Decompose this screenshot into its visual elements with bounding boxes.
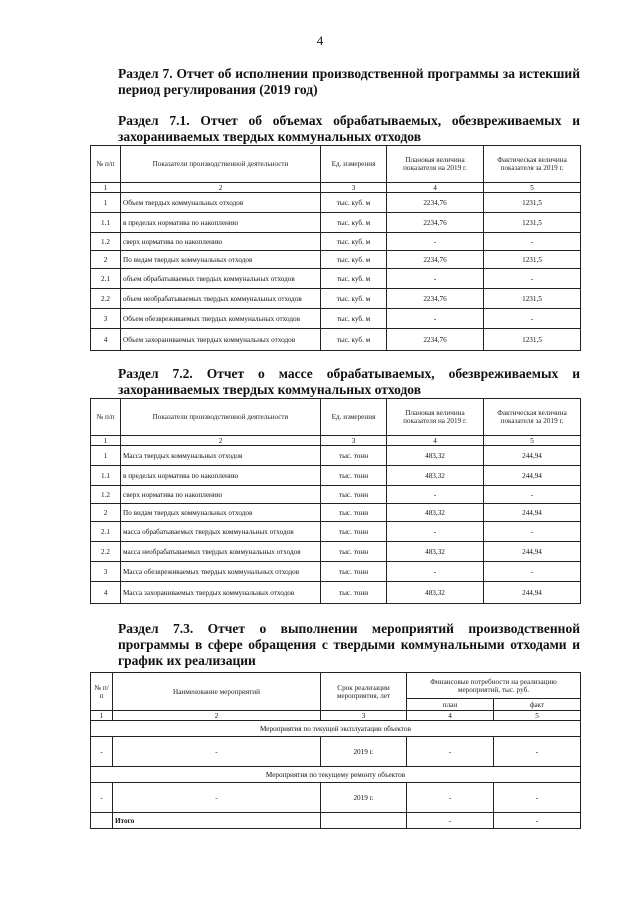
column-number: 2 [113,711,321,721]
header-cell: Фактическая величина показателя за 2019 г. [484,399,581,436]
table-row: 2.2 объем необрабатываемых твердых коммунальных отходов тыс. куб. м 2234,76 1231,5 [91,289,581,309]
table-row: 2.1 масса обрабатываемых твердых коммунальных отходов тыс. тонн - - [91,522,581,542]
header-cell: Ед. измерения [321,146,387,183]
header-cell: факт [494,699,581,711]
table-row: - - 2019 г. - - [91,783,581,813]
table-row: 1 Объем твердых коммунальных отходов тыс. куб. м 2234,76 1231,5 [91,193,581,213]
table-row: - - 2019 г. - - [91,737,581,767]
section-7-2-title: Раздел 7.2. Отчет о массе обрабатываемых, обезвреживаемых и захораниваемых твердых коммунальных отходов [118,366,580,397]
column-number: 2 [121,183,321,193]
table-row: 1.1 в пределах норматива по накоплению тыс. тонн 483,32 244,94 [91,466,581,486]
total-label: Итого [113,813,321,829]
header-cell: № п/п [91,399,121,436]
group-heading: Мероприятия по текущему ремонту объектов [91,767,581,783]
group-heading: Мероприятия по текущей эксплуатации объектов [91,721,581,737]
column-number: 3 [321,711,407,721]
measures-table [90,672,581,829]
table-row: 1.1 в пределах норматива по накоплению тыс. куб. м 2234,76 1231,5 [91,213,581,233]
section-7-1-title: Раздел 7.1. Отчет об объемах обрабатываемых, обезвреживаемых и захораниваемых твердых коммунальных отходов [118,113,580,144]
header-cell: Срок реализации мероприятия, лет [321,673,407,711]
column-number: 1 [91,711,113,721]
column-number: 5 [494,711,581,721]
column-number: 5 [484,436,581,446]
header-cell: Показатели производственной деятельности [121,146,321,183]
header-cell: Финансовые потребности на реализацию мероприятий, тыс. руб. [407,673,581,699]
column-number: 1 [91,436,121,446]
table-row: 3 Объем обезвреживаемых твердых коммунальных отходов тыс. куб. м - - [91,309,581,329]
column-number: 4 [387,436,484,446]
column-number: 3 [321,436,387,446]
total-fact: - [494,813,581,829]
table-row: 1.2 сверх норматива по накоплению тыс. куб. м - - [91,233,581,251]
header-cell: Фактическая величина показателя за 2019 г. [484,146,581,183]
total-row [91,813,581,829]
column-number: 1 [91,183,121,193]
header-cell: Плановая величина показателя на 2019 г. [387,146,484,183]
table-row: 3 Масса обезвреживаемых твердых коммунальных отходов тыс. тонн - - [91,562,581,582]
table-row: 2.1 объем обрабатываемых твердых коммунальных отходов тыс. куб. м - - [91,269,581,289]
table-row: 4 Масса захораниваемых твердых коммунальных отходов тыс. тонн 483,32 244,94 [91,582,581,604]
column-number: 4 [387,183,484,193]
section-7-title: Раздел 7. Отчет об исполнении производственной программы за истекший период регулирования (2019 год) [118,66,580,97]
table-row: 2.2 масса необрабатываемых твердых коммунальных отходов тыс. тонн 483,32 244,94 [91,542,581,562]
header-cell: Наименование мероприятий [113,673,321,711]
page-number: 4 [316,33,324,48]
column-number: 2 [121,436,321,446]
column-number: 4 [407,711,494,721]
mass-table [90,398,581,604]
header-cell: Плановая величина показателя на 2019 г. [387,399,484,436]
table-row: 4 Объем захораниваемых твердых коммунальных отходов тыс. куб. м 2234,76 1231,5 [91,329,581,351]
header-cell: № п/ п [91,673,113,711]
table-row: 2 По видам твердых коммунальных отходов тыс. тонн 483,32 244,94 [91,504,581,522]
column-number: 5 [484,183,581,193]
table-row: 2 По видам твердых коммунальных отходов тыс. куб. м 2234,76 1231,5 [91,251,581,269]
table-row: 1 Масса твердых коммунальных отходов тыс. тонн 483,32 244,94 [91,446,581,466]
header-cell: Показатели производственной деятельности [121,399,321,436]
header-cell: Ед. измерения [321,399,387,436]
section-7-3-title: Раздел 7.3. Отчет о выполнении мероприятий производственной программы в сфере обращения с твердыми коммунальными отходами и график их реализации [118,621,580,668]
volume-table [90,145,581,351]
total-plan: - [407,813,494,829]
header-cell: № п/п [91,146,121,183]
header-cell: план [407,699,494,711]
table-row: 1.2 сверх норматива по накоплению тыс. тонн - - [91,486,581,504]
column-number: 3 [321,183,387,193]
